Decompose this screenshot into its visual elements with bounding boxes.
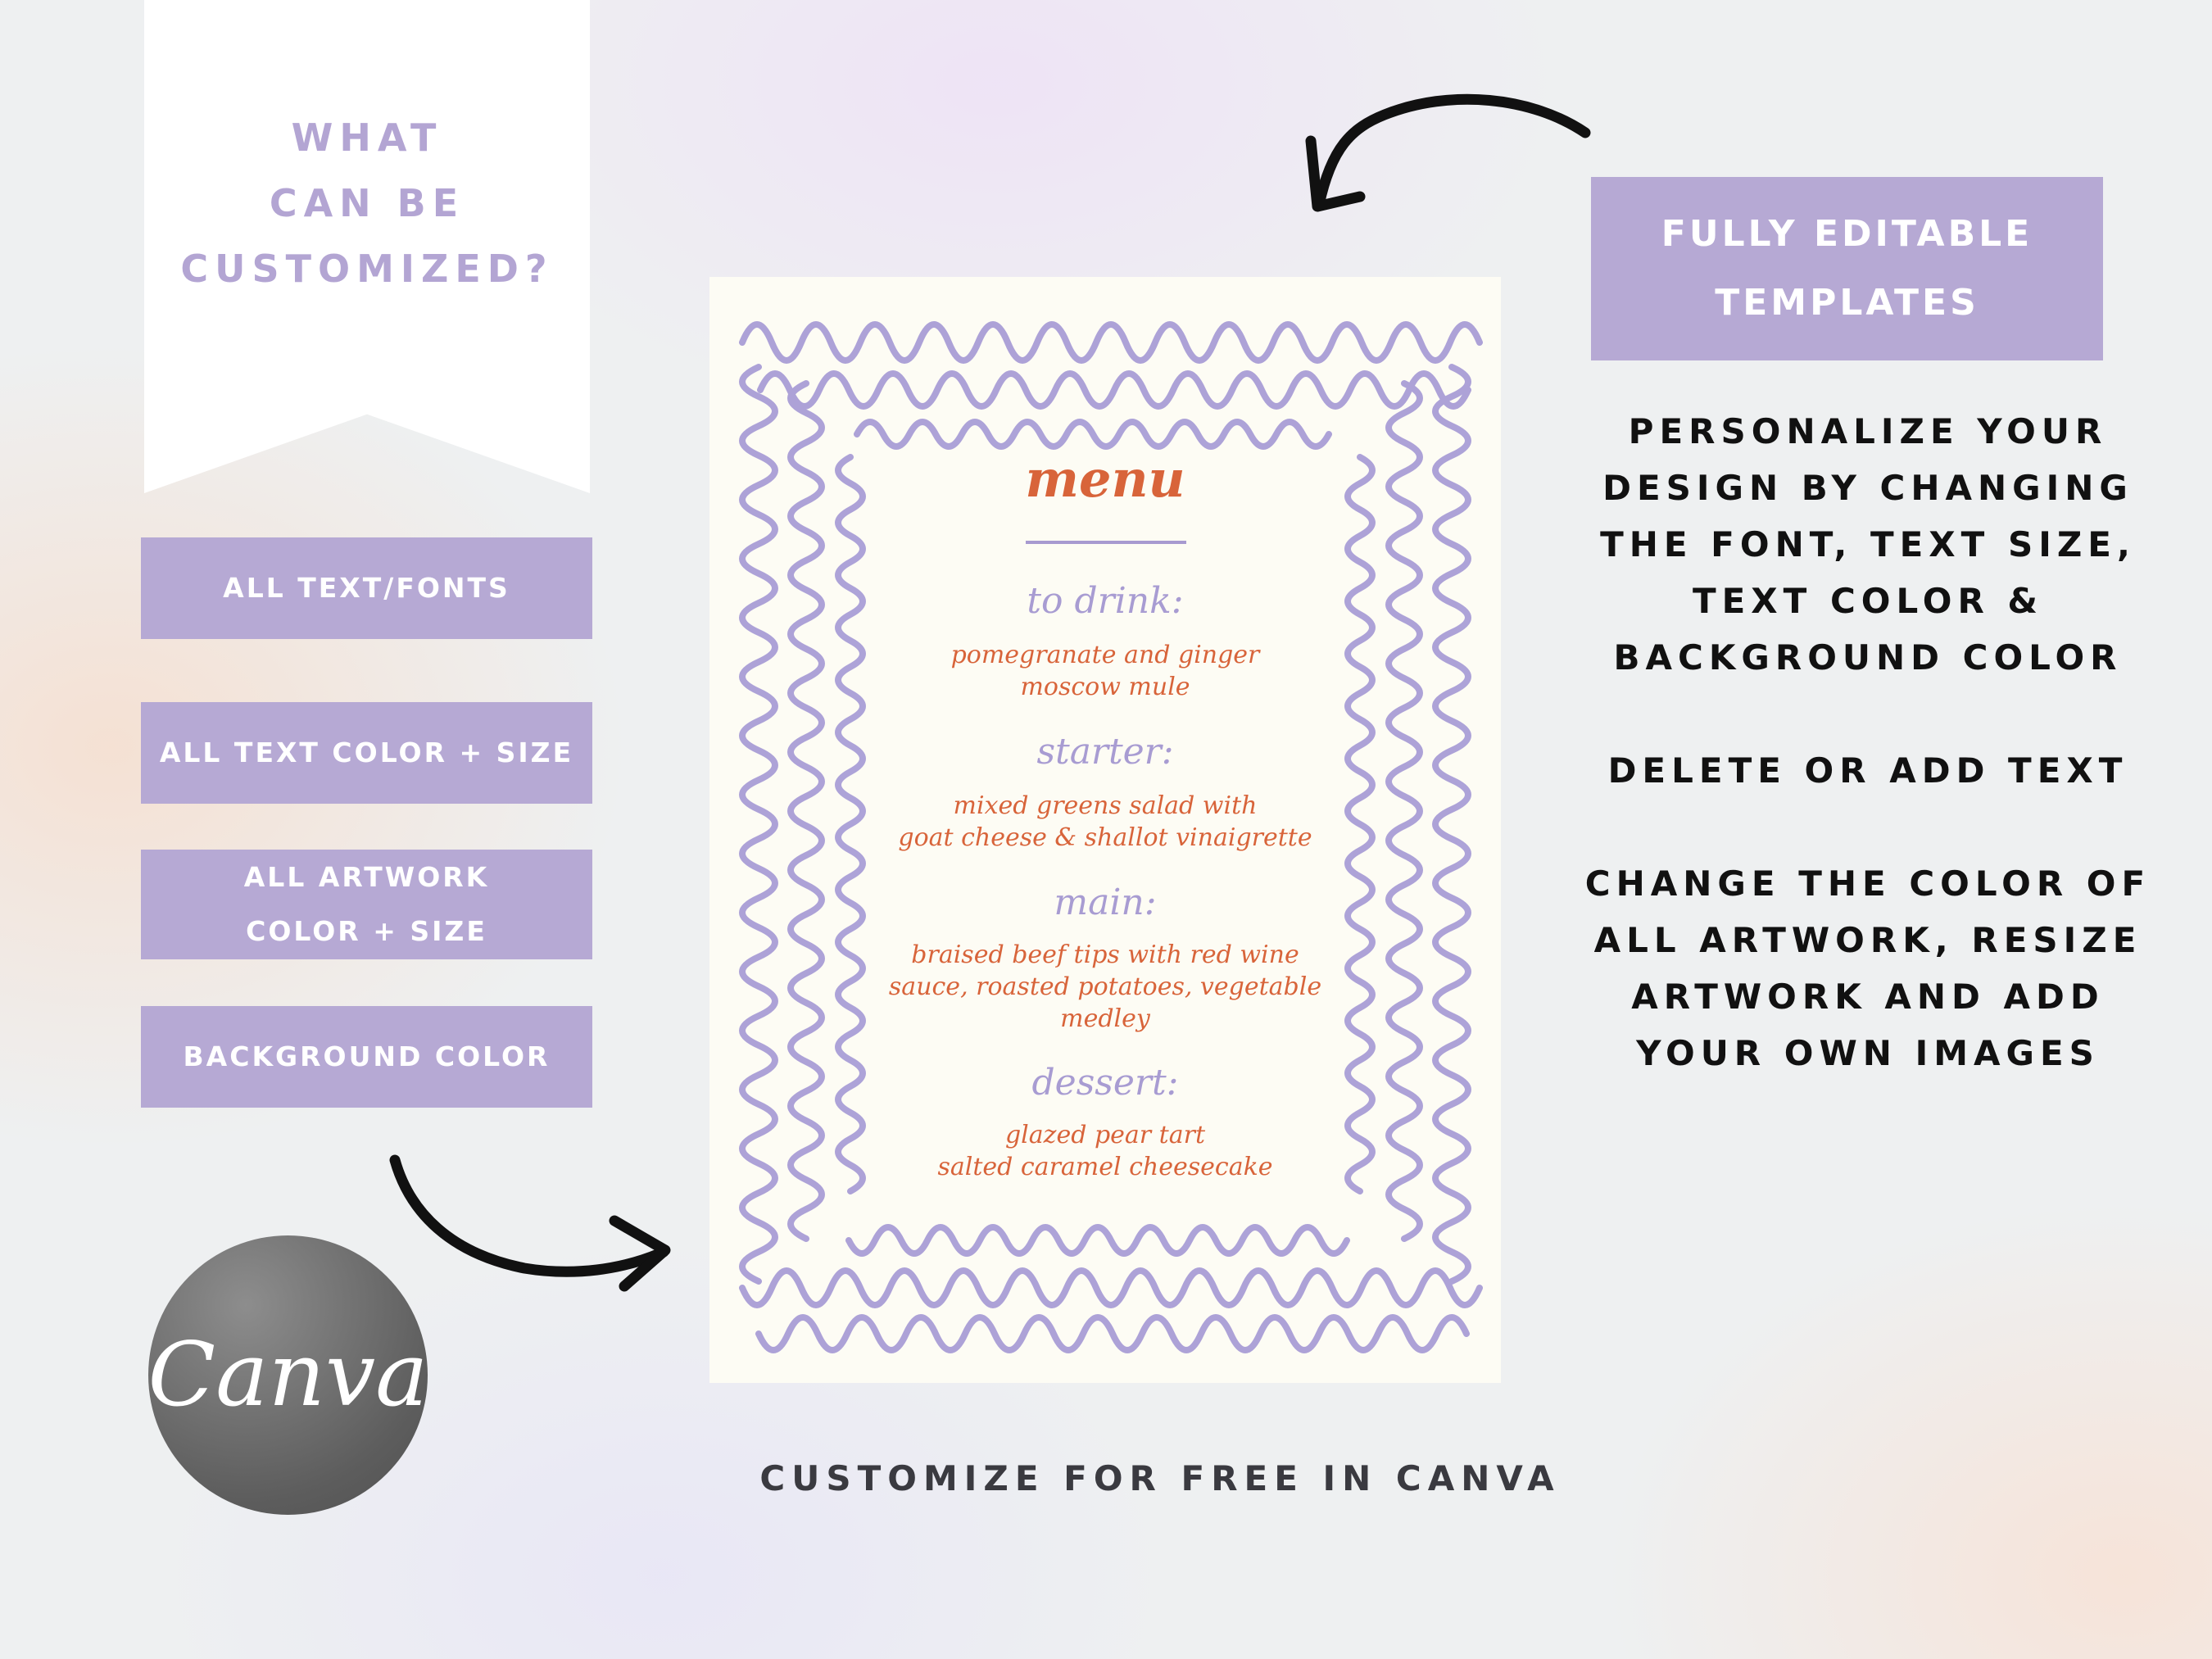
menu-section-heading: starter: <box>1036 731 1174 773</box>
customize-caption: CUSTOMIZE FOR FREE IN CANVA <box>759 1458 1561 1498</box>
menu-title: menu <box>1025 449 1185 509</box>
label-all-text-fonts: ALL TEXT/FONTS <box>141 537 592 639</box>
change-color-paragraph: CHANGE THE COLOR OF ALL ARTWORK, RESIZE ARTWORK AND ADD YOUR OWN IMAGES <box>1584 863 2151 1073</box>
fully-editable-header: FULLY EDITABLE TEMPLATES <box>1591 177 2103 360</box>
menu-section-item: glazed pear tart salted caramel cheesecake <box>937 1121 1273 1181</box>
personalize-paragraph: PERSONALIZE YOUR DESIGN BY CHANGING THE FONT, TEXT SIZE, TEXT COLOR & BACKGROUND COLOR <box>1600 411 2136 678</box>
canva-logo-text: Canva <box>147 1324 428 1426</box>
delete-add-paragraph: DELETE OR ADD TEXT <box>1607 750 2128 791</box>
menu-section-item: pomegranate and ginger moscow mule <box>950 641 1260 701</box>
menu-section-item: braised beef tips with red wine sauce, roasted potatoes, vegetable medley <box>888 941 1322 1033</box>
label-background-color: BACKGROUND COLOR <box>141 1006 592 1108</box>
label-text-color-size: ALL TEXT COLOR + SIZE <box>141 702 592 804</box>
arrow-curved-left-icon <box>1262 82 1606 229</box>
menu-divider <box>1026 541 1186 544</box>
arrow-curved-right-icon <box>385 1147 680 1303</box>
menu-section-heading: main: <box>1054 882 1157 923</box>
menu-section-item: mixed greens salad with goat cheese & shallot vinaigrette <box>898 791 1312 852</box>
label-artwork-color-size: ALL ARTWORK COLOR + SIZE <box>141 850 592 959</box>
menu-section-heading: to drink: <box>1027 580 1184 622</box>
menu-section-heading: dessert: <box>1031 1062 1179 1104</box>
ribbon-title: WHAT CAN BE CUSTOMIZED? <box>180 116 554 291</box>
